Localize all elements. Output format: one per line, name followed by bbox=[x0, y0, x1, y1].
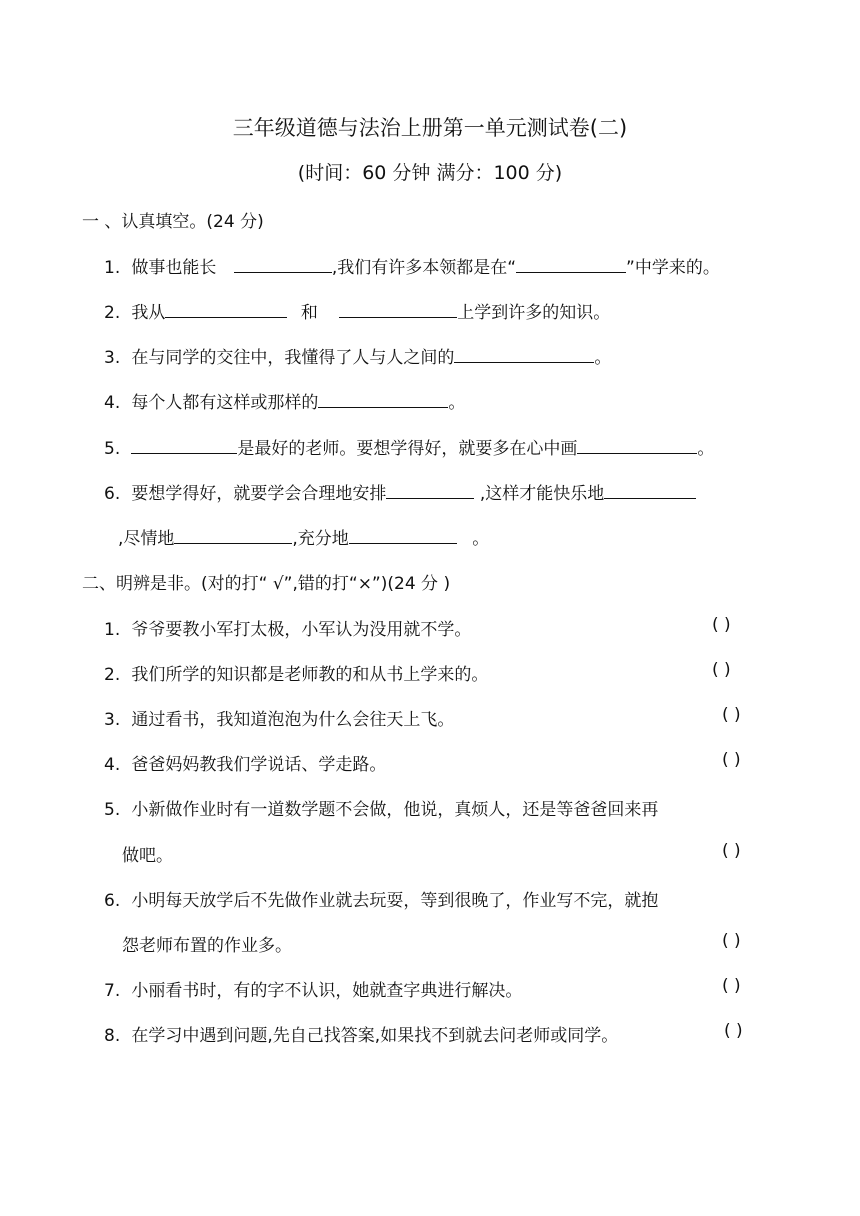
page-title: 三年级道德与法治上册第一单元测试卷(二) bbox=[232, 116, 628, 140]
judge-item-1 bbox=[104, 615, 471, 640]
question-text: 在学习中遇到问题,先自己找答案,如果找不到就去问老师或同学。 bbox=[131, 1026, 619, 1046]
question-text: 我从 bbox=[131, 303, 166, 323]
answer-blank[interactable] bbox=[386, 480, 474, 499]
question-text: 。 bbox=[472, 529, 490, 549]
question-number: 8. bbox=[104, 1026, 121, 1046]
question-number: 6. bbox=[104, 484, 121, 504]
judge-item-3 bbox=[104, 705, 454, 730]
question-text: 。 bbox=[697, 439, 715, 459]
judge-item-6 bbox=[104, 886, 658, 911]
question-number: 1. bbox=[104, 620, 121, 640]
answer-parentheses[interactable]: ( ) bbox=[712, 660, 731, 680]
fill-question-5 bbox=[104, 434, 714, 459]
question-text: 小明每天放学后不先做作业就去玩耍，等到很晚了，作业写不完，就抱 bbox=[131, 891, 659, 911]
question-text: 我们所学的知识都是老师教的和从书上学来的。 bbox=[131, 665, 489, 685]
question-number: 3. bbox=[104, 348, 121, 368]
exam-time-score: (时间：60 分钟 满分：100 分) bbox=[297, 162, 563, 184]
fill-question-3 bbox=[104, 343, 611, 368]
fill-question-4 bbox=[104, 388, 465, 413]
question-number: 4. bbox=[104, 393, 121, 413]
answer-blank[interactable] bbox=[577, 435, 697, 454]
question-text: 和 bbox=[300, 303, 318, 323]
judge-item-5 bbox=[104, 795, 658, 820]
question-text: 爸爸妈妈教我们学说话、学走路。 bbox=[131, 755, 387, 775]
answer-blank[interactable] bbox=[339, 299, 457, 318]
question-number: 3. bbox=[104, 710, 121, 730]
answer-blank[interactable] bbox=[349, 525, 457, 544]
question-text: 每个人都有这样或那样的 bbox=[131, 393, 319, 413]
judge-item-4 bbox=[104, 750, 386, 775]
fill-question-1 bbox=[104, 253, 720, 278]
question-number: 4. bbox=[104, 755, 121, 775]
question-number: 2. bbox=[104, 665, 121, 685]
answer-parentheses[interactable]: ( ) bbox=[722, 931, 741, 951]
question-number: 5. bbox=[104, 800, 121, 820]
question-text: 。 bbox=[448, 393, 466, 413]
answer-parentheses[interactable]: ( ) bbox=[722, 705, 741, 725]
fill-question-6-continued bbox=[118, 524, 489, 549]
answer-blank[interactable] bbox=[516, 254, 626, 273]
question-text: 要想学得好，就要学会合理地安排 bbox=[131, 484, 387, 504]
judge-item-2 bbox=[104, 660, 488, 685]
question-text: ”中学来的。 bbox=[626, 258, 720, 278]
question-number: 7. bbox=[104, 981, 121, 1001]
question-text: 通过看书，我知道泡泡为什么会往天上飞。 bbox=[131, 710, 455, 730]
answer-blank[interactable] bbox=[318, 389, 448, 408]
fill-question-6 bbox=[104, 479, 696, 504]
question-text: 小丽看书时，有的字不认识，她就查字典进行解决。 bbox=[131, 981, 523, 1001]
question-text: 是最好的老师。要想学得好，就要多在心中画 bbox=[237, 439, 578, 459]
question-text: 在与同学的交往中，我懂得了人与人之间的 bbox=[131, 348, 455, 368]
answer-blank[interactable] bbox=[174, 525, 292, 544]
answer-blank[interactable] bbox=[454, 344, 594, 363]
question-number: 1. bbox=[104, 258, 121, 278]
question-text: 小新做作业时有一道数学题不会做，他说，真烦人，还是等爸爸回来再 bbox=[131, 800, 659, 820]
judge-item-7 bbox=[104, 976, 522, 1001]
judge-item-6-continued: 怨老师布置的作业多。 bbox=[122, 936, 292, 956]
answer-parentheses[interactable]: ( ) bbox=[722, 750, 741, 770]
answer-blank[interactable] bbox=[604, 480, 696, 499]
question-number: 5. bbox=[104, 439, 121, 459]
question-text: ,尽情地 bbox=[118, 529, 175, 549]
answer-parentheses[interactable]: ( ) bbox=[722, 841, 741, 861]
question-number: 6. bbox=[104, 891, 121, 911]
answer-blank[interactable] bbox=[234, 254, 332, 273]
fill-question-2 bbox=[104, 298, 610, 323]
question-text: 。 bbox=[594, 348, 612, 368]
question-text: ,这样才能快乐地 bbox=[479, 484, 605, 504]
judge-item-8 bbox=[104, 1021, 618, 1046]
judge-item-5-continued: 做吧。 bbox=[122, 846, 173, 866]
answer-blank[interactable] bbox=[165, 299, 287, 318]
question-text: 上学到许多的知识。 bbox=[457, 303, 611, 323]
answer-parentheses[interactable]: ( ) bbox=[722, 976, 741, 996]
question-number: 2. bbox=[104, 303, 121, 323]
question-text: ,充分地 bbox=[292, 529, 349, 549]
question-text: 做事也能长 bbox=[131, 258, 217, 278]
answer-parentheses[interactable]: ( ) bbox=[724, 1021, 743, 1041]
section1-heading: 一 、认真填空。(24 分) bbox=[82, 212, 264, 232]
question-text: ,我们有许多本领都是在“ bbox=[331, 258, 517, 278]
section2-heading: 二、明辨是非。(对的打“ √”,错的打“×”)(24 分 ) bbox=[82, 574, 451, 594]
answer-blank[interactable] bbox=[131, 435, 237, 454]
answer-parentheses[interactable]: ( ) bbox=[712, 615, 731, 635]
question-text: 爷爷要教小军打太极，小军认为没用就不学。 bbox=[131, 620, 472, 640]
